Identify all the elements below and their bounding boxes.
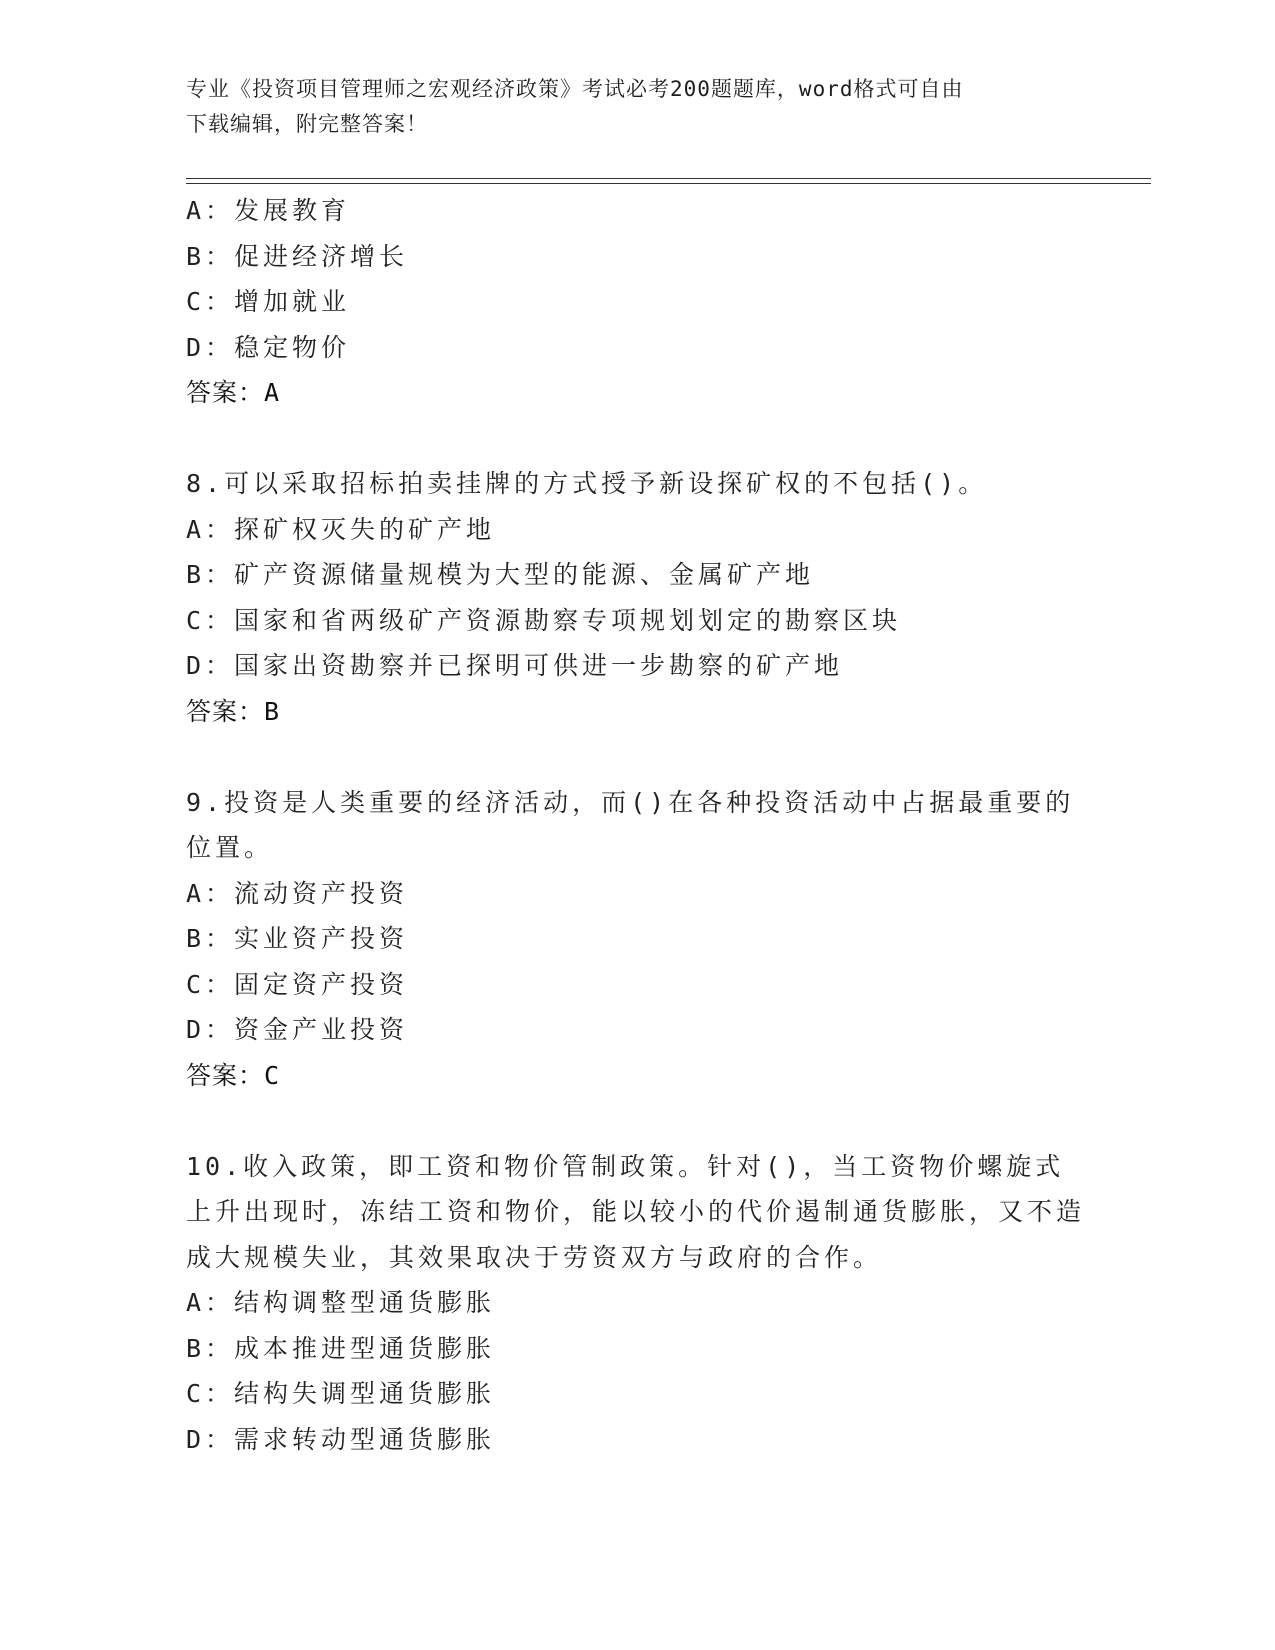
question-text: 8.可以采取招标拍卖挂牌的方式授予新设探矿权的不包括()。 xyxy=(186,469,988,498)
header-divider-top xyxy=(186,178,1151,179)
answer xyxy=(186,1053,1086,1099)
option-a: A：流动资产投资 xyxy=(186,878,409,908)
option-c: C：国家和省两级矿产资源勘察专项规划划定的勘察区块 xyxy=(186,605,902,635)
answer-label: 答案： xyxy=(186,378,265,407)
option-a: A：探矿权灭失的矿产地 xyxy=(186,514,496,544)
option-c: C：增加就业 xyxy=(186,287,351,316)
option-d: D：需求转动型通货膨胀 xyxy=(186,1424,496,1454)
header-line-2: 下载编辑，附完整答案！ xyxy=(186,112,428,136)
question-text: 9.投资是人类重要的经济活动，而()在各种投资活动中占据最重要的位置。 xyxy=(186,787,1075,862)
document-header xyxy=(186,72,1066,142)
answer-value: A xyxy=(264,378,281,407)
option-b: B：矿产资源储量规模为大型的能源、金属矿产地 xyxy=(186,560,815,589)
question-text: 10.收入政策，即工资和物价管制政策。针对()，当工资物价螺旋式上升出现时，冻结工资和物价，能以较小的代价遏制通货膨胀，又不造成大规模失业，其效果取决于劳资双方与政府的合作。 xyxy=(186,1151,1086,1272)
option-c: C：结构失调型通货膨胀 xyxy=(186,1379,496,1408)
answer-value: C xyxy=(264,1060,281,1090)
option-b: B：成本推进型通货膨胀 xyxy=(186,1333,496,1363)
spacer xyxy=(186,734,1086,780)
answer xyxy=(186,689,1086,735)
header-line-1: 专业《投资项目管理师之宏观经济政策》考试必考200题题库，word格式可自由 xyxy=(186,77,964,101)
option-a: A：结构调整型通货膨胀 xyxy=(186,1288,496,1317)
option-d: D：资金产业投资 xyxy=(186,1015,409,1044)
option-b: B：实业资产投资 xyxy=(186,924,409,953)
spacer xyxy=(186,1098,1086,1144)
answer-label: 答案： xyxy=(186,1060,265,1090)
question-7 xyxy=(186,188,1086,416)
answer-value: B xyxy=(264,696,281,726)
question-list xyxy=(186,188,1086,1462)
option-d: D：稳定物价 xyxy=(186,332,351,362)
answer-label: 答案： xyxy=(186,696,265,726)
question-10 xyxy=(186,1144,1086,1463)
header-divider-bottom xyxy=(186,183,1151,184)
question-9 xyxy=(186,780,1086,1099)
option-c: C：固定资产投资 xyxy=(186,969,409,999)
question-8 xyxy=(186,461,1086,734)
option-a: A：发展教育 xyxy=(186,196,351,225)
answer xyxy=(186,370,1086,416)
option-d: D：国家出资勘察并已探明可供进一步勘察的矿产地 xyxy=(186,651,844,680)
option-b: B：促进经济增长 xyxy=(186,241,409,271)
spacer xyxy=(186,416,1086,462)
